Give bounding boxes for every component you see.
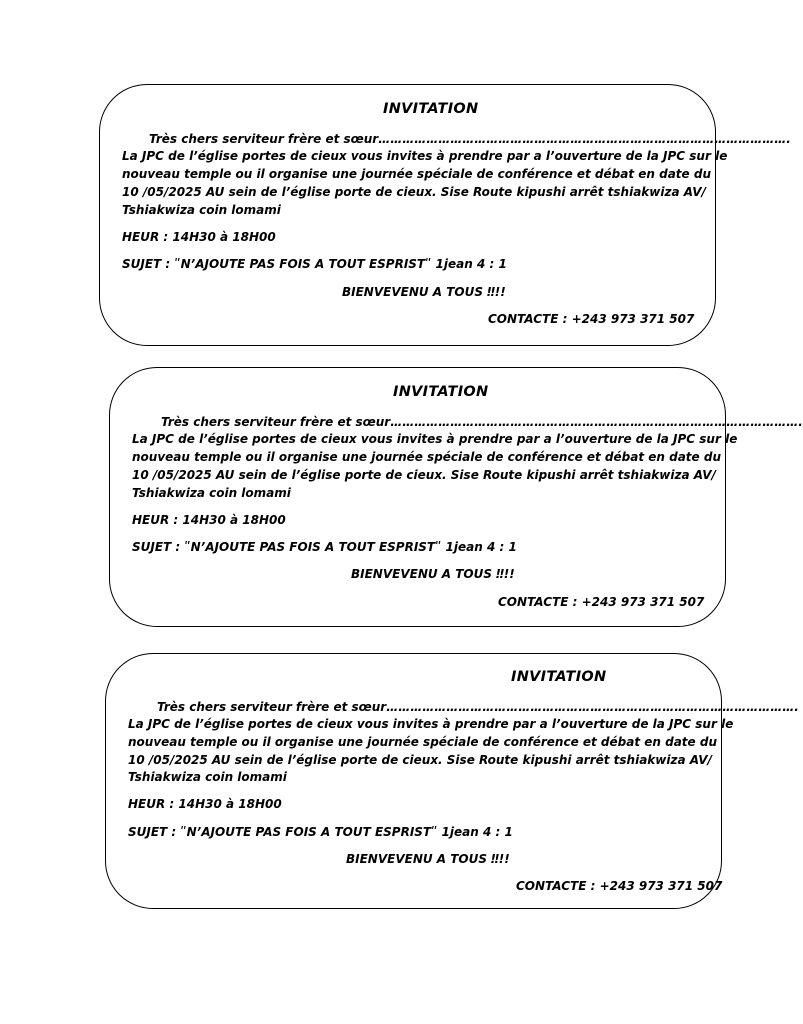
contact-line: CONTACTE : +243 973 371 507 xyxy=(516,879,723,893)
body-line-4: Tshiakwiza coin lomami xyxy=(128,770,287,784)
welcome-line: BIENVEVENU A TOUS ‼!! xyxy=(342,285,506,299)
hour-line: HEUR : 14H30 à 18H00 xyxy=(128,797,282,811)
greeting-line: Très chers serviteur frère et sœur…………………………………………………………………………………………. xyxy=(161,415,803,429)
subject-line: SUJET : ʺN’AJOUTE PAS FOIS A TOUT ESPRISTʺ 1jean 4 : 1 xyxy=(128,825,513,839)
invitation-card-3 xyxy=(105,653,799,909)
body-line-3: 10 /05/2025 AU sein de l’église porte de cieux. Sise Route kipushi arrêt tshiakwiza AV/ xyxy=(128,753,712,767)
welcome-line: BIENVEVENU A TOUS ‼!! xyxy=(346,852,510,866)
body-line-3: 10 /05/2025 AU sein de l’église porte de cieux. Sise Route kipushi arrêt tshiakwiza AV/ xyxy=(132,468,716,482)
body-line-2: nouveau temple ou il organise une journée spéciale de conférence et débat en date du xyxy=(122,167,711,181)
invitation-title: INVITATION xyxy=(393,384,489,400)
body-line-4: Tshiakwiza coin lomami xyxy=(132,486,291,500)
welcome-line: BIENVEVENU A TOUS ‼!! xyxy=(351,567,515,581)
greeting-line: Très chers serviteur frère et sœur…………………………………………………………………………………………. xyxy=(149,132,791,146)
greeting-line: Très chers serviteur frère et sœur…………………………………………………………………………………………. xyxy=(157,700,799,714)
contact-line: CONTACTE : +243 973 371 507 xyxy=(488,312,695,326)
hour-line: HEUR : 14H30 à 18H00 xyxy=(132,513,286,527)
body-line-4: Tshiakwiza coin lomami xyxy=(122,203,281,217)
body-line-2: nouveau temple ou il organise une journée spéciale de conférence et débat en date du xyxy=(132,450,721,464)
body-line-1: La JPC de l’église portes de cieux vous invites à prendre par a l’ouverture de la JPC sur le xyxy=(122,149,728,163)
invitation-card-1 xyxy=(99,84,791,346)
subject-line: SUJET : ʺN’AJOUTE PAS FOIS A TOUT ESPRISTʺ 1jean 4 : 1 xyxy=(122,257,507,271)
invitation-card-2 xyxy=(109,367,803,627)
hour-line: HEUR : 14H30 à 18H00 xyxy=(122,230,276,244)
body-line-3: 10 /05/2025 AU sein de l’église porte de cieux. Sise Route kipushi arrêt tshiakwiza AV/ xyxy=(122,185,706,199)
contact-line: CONTACTE : +243 973 371 507 xyxy=(498,595,705,609)
invitation-title: INVITATION xyxy=(383,101,479,117)
body-line-1: La JPC de l’église portes de cieux vous invites à prendre par a l’ouverture de la JPC sur le xyxy=(128,717,734,731)
body-line-1: La JPC de l’église portes de cieux vous invites à prendre par a l’ouverture de la JPC sur le xyxy=(132,432,738,446)
subject-line: SUJET : ʺN’AJOUTE PAS FOIS A TOUT ESPRISTʺ 1jean 4 : 1 xyxy=(132,540,517,554)
invitation-title: INVITATION xyxy=(511,669,607,685)
body-line-2: nouveau temple ou il organise une journée spéciale de conférence et débat en date du xyxy=(128,735,717,749)
